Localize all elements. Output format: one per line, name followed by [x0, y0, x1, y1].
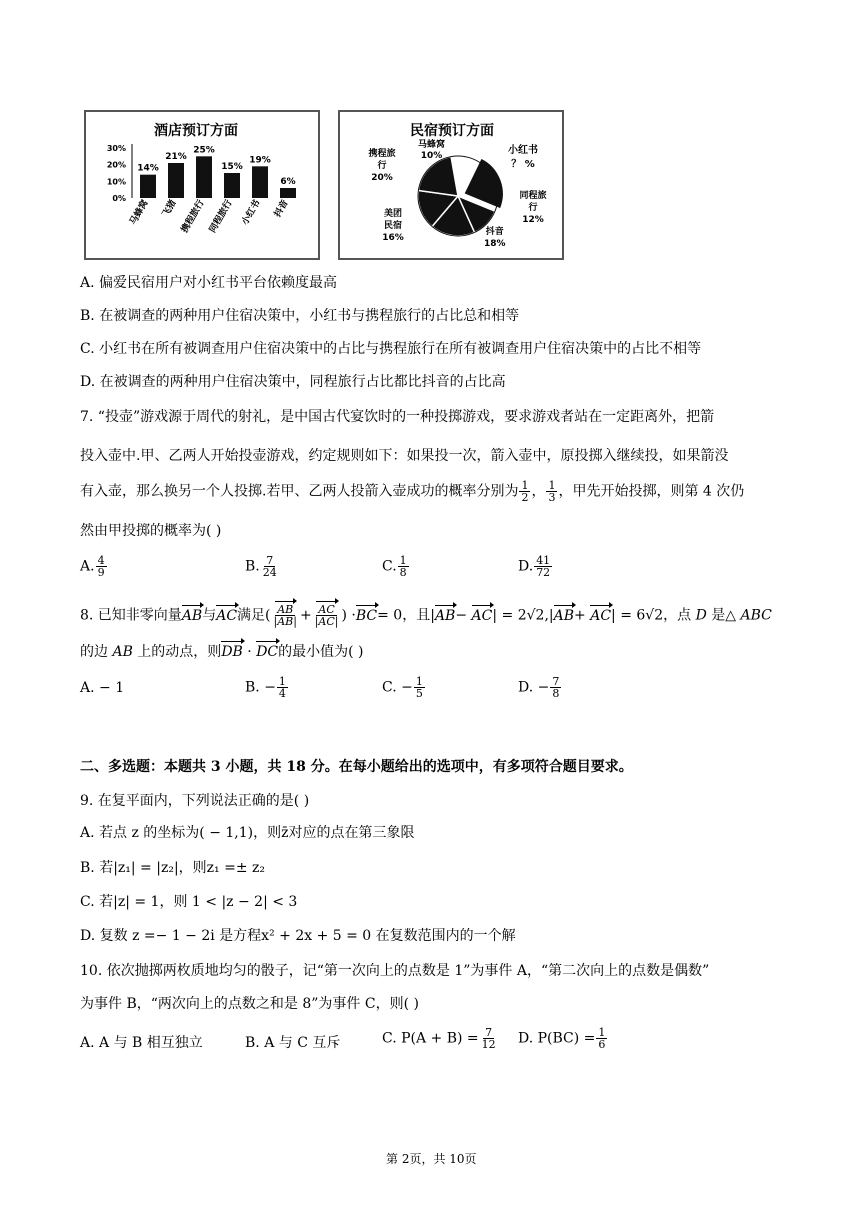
bar-value-label: 21%	[165, 152, 187, 162]
bar	[224, 173, 240, 198]
pie-slice	[418, 157, 458, 196]
bar	[280, 188, 296, 198]
bar-category-label: 小红书	[240, 198, 263, 227]
q7-option-c: C. $\frac{1}{8}$	[382, 554, 407, 579]
bar-y-tick-label: 10%	[106, 177, 126, 187]
bar	[196, 156, 212, 198]
bar	[252, 166, 268, 198]
bar	[168, 163, 184, 198]
pie-label-tongcheng: 同程旅行 12%	[519, 191, 547, 225]
q10-line1: 10. 依次抛掷两枚质地均匀的骰子，记“第一次向上的点数是 1”为事件 A，“第二次向上的点数是偶数”	[80, 963, 710, 979]
q6-option-d: D. 在被调查的两种用户住宿决策中，同程旅行占比都比抖音的占比高	[80, 374, 506, 390]
q7-line1: 7. “投壶”游戏源于周代的射礼，是中国古代宴饮时的一种投掷游戏，要求游戏者站在一定距离外，把箭	[80, 409, 715, 425]
bar	[140, 175, 156, 198]
q10-option-c: C. P(A + B) = $\frac{7}{12}$	[382, 1026, 496, 1051]
bar-category-label: 携程旅行	[179, 198, 207, 235]
q9-option-d: D. 复数 z =− 1 − 2i 是方程x² + 2x + 5 = 0 在复数范围内的一个解	[80, 928, 516, 944]
q8-line2: 的边 AB 上的动点，则DB · DC的最小值为( )	[80, 644, 364, 660]
hotel-bar-svg	[86, 112, 318, 258]
minsu-pie-svg	[340, 112, 562, 258]
q7-option-d: D. $\frac{41}{72}$	[518, 554, 551, 579]
pie-label-ctrip: 携程旅行 20%	[368, 149, 396, 183]
q10-line2: 为事件 B，“两次向上的点数之和是 8”为事件 C，则( )	[80, 996, 419, 1012]
q6-option-b: B. 在被调查的两种用户住宿决策中，小红书与携程旅行的占比总和相等	[80, 308, 520, 324]
bar-value-label: 25%	[193, 145, 215, 156]
pie-label-douyin: 抖音 18%	[484, 227, 506, 249]
section-2-heading: 二、多选题：本题共 3 小题，共 18 分。在每小题给出的选项中，有多项符合题目要求。	[80, 759, 633, 775]
bar-y-tick-label: 30%	[106, 144, 126, 153]
hotel-chart-title: 酒店预订方面	[154, 123, 238, 139]
pie-label-mafengwo: 马蜂窝 10%	[418, 140, 446, 161]
bar-value-label: 15%	[221, 162, 243, 172]
q6-option-c: C. 小红书在所有被调查用户住宿决策中的占比与携程旅行在所有被调查用户住宿决策中的占比不相等	[80, 341, 702, 357]
q7-option-a: A. $\frac{4}{9}$	[80, 554, 105, 579]
bar-value-label: 6%	[280, 177, 296, 187]
minsu-chart	[338, 110, 564, 260]
bar-category-label: 飞猪	[160, 198, 179, 220]
q10-option-b: B. A 与 C 互斥	[245, 1035, 341, 1051]
q8-option-d: D. − $\frac{7}{8}$	[518, 675, 560, 700]
pie-label-xiaohongshu: 小红书 ？ %	[508, 145, 538, 170]
q7-option-b: B. $\frac{7}{24}$	[245, 554, 277, 579]
bar-value-label: 19%	[249, 155, 271, 166]
q9-option-c: C. 若|z| = 1，则 1 < |z − 2| < 3	[80, 894, 298, 910]
bar-y-tick-label: 0%	[112, 194, 126, 203]
bar-category-label: 同程旅行	[207, 198, 235, 235]
bar-value-label: 14%	[137, 163, 159, 174]
bar-y-tick-label: 20%	[106, 160, 126, 170]
q8-option-b: B. − $\frac{1}{4}$	[245, 675, 286, 700]
q7-line4: 然由甲投掷的概率为( )	[80, 523, 222, 539]
bar-category-label: 马蜂窝	[128, 198, 151, 227]
page-footer: 第 2页，共 10页	[386, 1152, 477, 1166]
q6-option-a: A. 偏爱民宿用户对小红书平台依赖度最高	[80, 275, 338, 291]
pie-label-meituan: 美团民宿 16%	[382, 209, 404, 243]
q8-line1: 8. 已知非零向量AB与AC满足( $\frac{AB}{|AB|}$ + $\frac{AC}{|AC|}$ ) ·BC= 0，且|AB− AC| = 2√2,|AB+ AC| = 6√2，点 D 是△ ABC	[80, 603, 772, 628]
q9-option-b: B. 若|z₁| = |z₂|，则z₁ =± z₂	[80, 860, 266, 876]
q8-option-c: C. − $\frac{1}{5}$	[382, 675, 423, 700]
hotel-chart	[84, 110, 320, 260]
q7-line2: 投入壶中.甲、乙两人开始投壶游戏，约定规则如下：如果投一次，箭入壶中，原投掷入继续投，如果箭没	[80, 448, 729, 464]
q7-line3: 有入壶，那么换另一个人投掷.若甲、乙两人投箭入壶成功的概率分别为 $\frac{1}{2}$ ， $\frac{1}{3}$ ，甲先开始投掷，则第 4 次仍	[80, 479, 745, 504]
q10-option-d: D. P(BC) = $\frac{1}{6}$	[518, 1026, 606, 1051]
minsu-chart-title: 民宿预订方面	[410, 123, 494, 139]
q9-option-a: A. 若点 z 的坐标为( − 1,1)，则z̄对应的点在第三象限	[80, 825, 415, 841]
bar-category-label: 抖音	[272, 198, 291, 220]
q9-stem: 9. 在复平面内，下列说法正确的是( )	[80, 793, 310, 809]
q8-option-a: A. − 1	[80, 680, 125, 696]
q10-option-a: A. A 与 B 相互独立	[80, 1035, 203, 1051]
